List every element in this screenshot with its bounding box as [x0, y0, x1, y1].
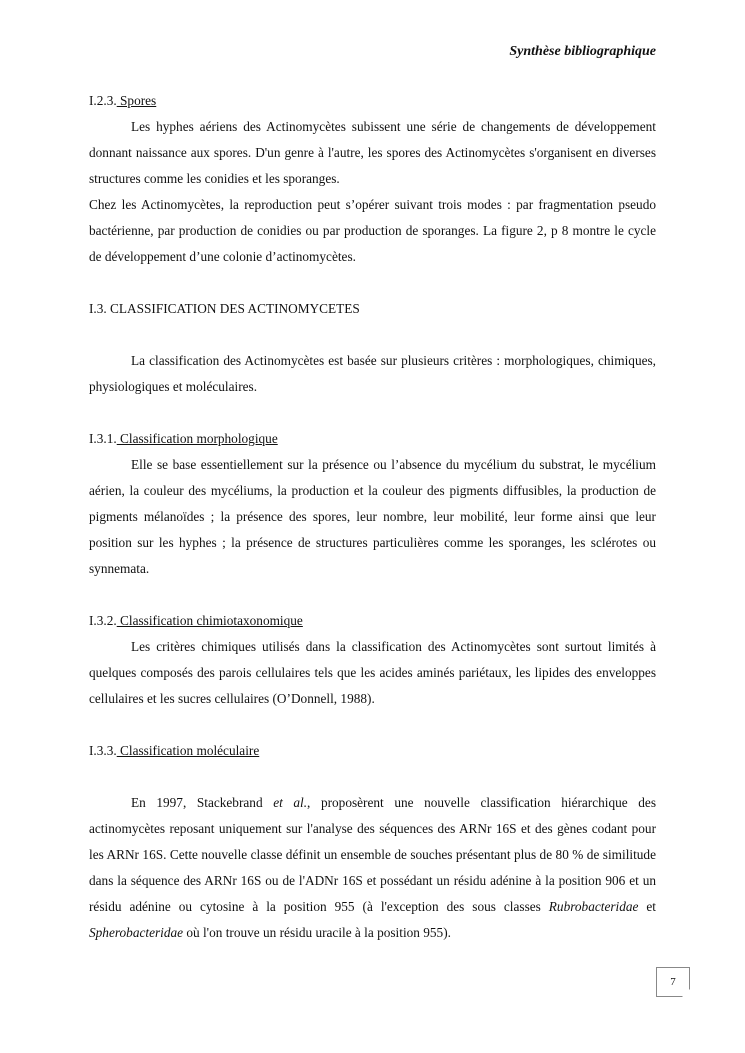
paragraph-spores-1: Les hyphes aériens des Actinomycètes subissent une série de changements de développement donnant naissance aux spores. D'un genre à l'autre, les spores des Actinomycètes s'organisent en diverses structures comme les conidies et les sporanges. — [89, 119, 656, 186]
heading-chimiotaxonomique — [89, 608, 656, 634]
section-title: Spores — [116, 93, 157, 108]
section-number: I.2.3. — [89, 93, 117, 108]
running-header: Synthèse bibliographique — [509, 44, 656, 59]
paragraph-spores-2: Chez les Actinomycètes, la reproduction peut s’opérer suivant trois modes : par fragmentation pseudo bactérienne, par production de conidies ou par production de sporanges. La figure 2, p 8 montre le cycle de développement d’une colonie d’actinomycètes. — [89, 197, 656, 264]
paragraph-chimiotaxonomique: Les critères chimiques utilisés dans la classification des Actinomycètes sont surtout limités à quelques composés des parois cellulaires tels que les acides aminés pariétaux, les lipides des enveloppes cellulaires et les sucres cellulaires (O’Donnell, 1988). — [89, 639, 656, 706]
page-number-box — [656, 967, 690, 997]
section-number: I.3.1. — [89, 431, 117, 446]
paragraph-classification: La classification des Actinomycètes est basée sur plusieurs critères : morphologiques, chimiques, physiologiques et moléculaires. — [89, 353, 656, 394]
section-title: Classification chimiotaxonomique — [116, 613, 303, 628]
page-number: 7 — [670, 976, 676, 988]
section-number: I.3.3. — [89, 743, 117, 758]
paragraph-morphologique: Elle se base essentiellement sur la présence ou l’absence du mycélium du substrat, le mycélium aérien, la couleur des mycéliums, la production et la couleur des pigments diffusibles, la production de pigments mélanoïdes ; la présence des spores, leur nombre, leur mobilité, leur forme ainsi que leur position sur les hyphes ; la présence de structures particulières comme les sporanges, les sclérotes ou synnemata. — [89, 457, 656, 576]
paragraph-moleculaire: En 1997, Stackebrand et al., proposèrent une nouvelle classification hiérarchique des actinomycètes reposant uniquement sur l'analyse des séquences des ARNr 16S et des gènes codant pour les ARNr 16S. Cette nouvelle classe définit un ensemble de souches présentant plus de 80 % de similitude dans la séquence des ARNr 16S ou de l'ADNr 16S et possédant un résidu adénine à la position 906 et un résidu adénine ou cytosine à la position 955 (à l'exception des sous classes Rubrobacteridae et Spherobacteridae où l'on trouve un résidu uracile à la position 955). — [89, 795, 656, 940]
heading-moleculaire — [89, 738, 656, 764]
section-title: Classification moléculaire — [116, 743, 260, 758]
section-title: Classification morphologique — [116, 431, 278, 446]
heading-spores — [89, 88, 656, 114]
heading-classification: I.3. CLASSIFICATION DES ACTINOMYCETES — [89, 301, 360, 316]
page-content — [89, 88, 656, 946]
section-number: I.3.2. — [89, 613, 117, 628]
heading-morphologique — [89, 426, 656, 452]
